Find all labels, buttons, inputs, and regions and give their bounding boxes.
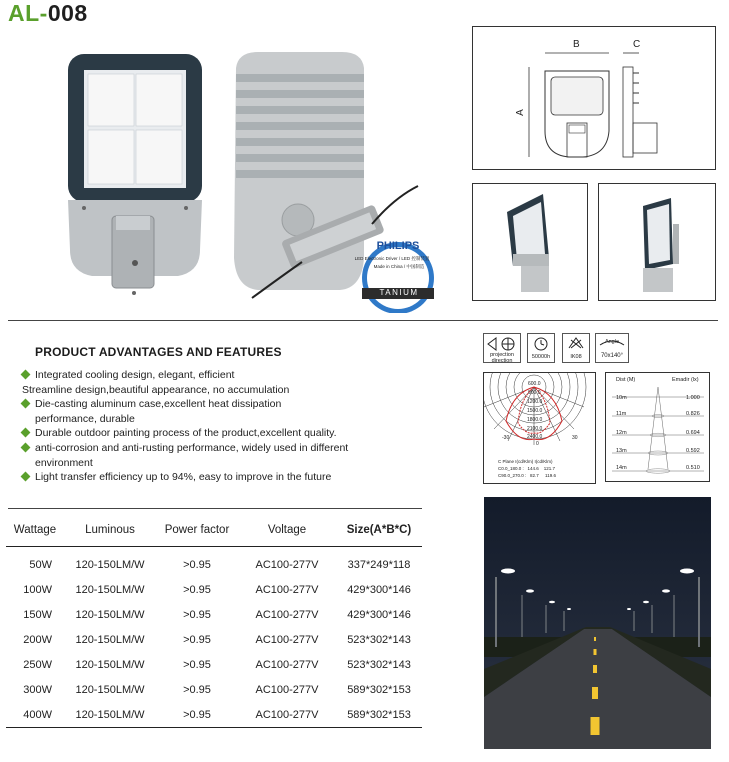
polar-legend-row-1: C0.0_180.0 : 144.6 121.7: [498, 466, 556, 471]
header-wattage: Wattage: [6, 514, 64, 547]
road-night-photo: [484, 497, 711, 749]
feature-item: Streamline design,beautiful appearance, no accumulation: [22, 383, 290, 396]
polar-left-label: -30: [502, 435, 510, 441]
bullet-icon: [21, 443, 31, 453]
dimension-b-label: B: [573, 39, 580, 50]
product-side-photo-1: [472, 183, 588, 301]
feature-list: [22, 368, 362, 485]
impact-rating-icon: IK08: [562, 333, 590, 363]
illuminance-dist-11: 11m: [616, 411, 627, 417]
polar-value-2100: 2100.0: [527, 426, 543, 432]
philips-logo: PHILIPS: [376, 240, 420, 252]
driver-label: LED Electronic Driver / LED 控制装置: [354, 256, 430, 261]
polar-value-1800: 1800.0: [527, 417, 543, 423]
table-row: 50W 120-150LM/W >0.95 AC100-277V 337*249*118: [29, 558, 411, 571]
polar-legend-row-2: C90.0_270.0 : 82.7 119.6: [498, 473, 556, 478]
product-back-photo: [222, 48, 442, 313]
dimension-c-label: C: [633, 39, 641, 50]
polar-zero-label: 0: [536, 441, 539, 447]
polar-value-2400: 2400.0: [527, 434, 543, 440]
table-row: 250W 120-150LM/W >0.95 AC100-277V 523*302*143: [23, 658, 411, 671]
feature-item: Integrated cooling design, elegant, efficient: [22, 368, 362, 383]
section-title: PRODUCT ADVANTAGES AND FEATURES: [35, 345, 282, 359]
table-row: 400W 120-150LM/W >0.95 AC100-277V 589*302*153: [23, 708, 411, 721]
polar-right-label: 30: [572, 435, 578, 441]
feature-item: anti-corrosion and anti-rusting performance, widely used in different: [22, 441, 362, 456]
product-side-photo-2: [598, 183, 716, 301]
illuminance-header-lux: Emadir (lx): [672, 377, 699, 383]
projection-icon: projection direction: [483, 333, 521, 363]
beam-angle-icon: Angle 70x140°: [595, 333, 629, 363]
table-header-row: [6, 514, 422, 547]
illuminance-lux-12: 0.694: [686, 430, 700, 436]
illuminance-chart: [605, 372, 710, 482]
header-voltage: Voltage: [238, 514, 336, 547]
header-luminous: Luminous: [64, 514, 156, 547]
header-power-factor: Power factor: [156, 514, 238, 547]
dimension-drawing: [472, 26, 716, 170]
polar-value-1500: 1500.0: [527, 408, 543, 414]
feature-item: environment: [35, 456, 93, 469]
driver-series: TANIUM: [379, 288, 419, 297]
feature-item: performance, durable: [35, 412, 135, 425]
illuminance-lux-10: 1.000: [686, 395, 700, 401]
illuminance-dist-13: 13m: [616, 448, 627, 454]
illuminance-lux-11: 0.826: [686, 411, 700, 417]
polar-value-1200: 1200.0: [527, 399, 543, 405]
table-row: 300W 120-150LM/W >0.95 AC100-277V 589*302*153: [23, 683, 411, 696]
feature-item: Light transfer efficiency up to 94%, easy to improve in the future: [22, 470, 362, 485]
table-divider: [8, 508, 422, 509]
driver-origin: Made in China / 中国制造: [373, 264, 425, 269]
polar-value-600: 600.0: [528, 381, 541, 387]
polar-legend-header: C Plane I(cd/Klm) I(cd/Klm): [498, 459, 553, 464]
page-title: AL-008: [8, 0, 88, 26]
feature-item: Die-casting aluminum case,excellent heat dissipation: [22, 397, 362, 412]
feature-item: Durable outdoor painting process of the product,excellent quality.: [22, 426, 362, 441]
bullet-icon: [21, 428, 31, 438]
table-row: 100W 120-150LM/W >0.95 AC100-277V 429*300*146: [23, 583, 411, 596]
spec-table: [6, 514, 422, 728]
table-row: 150W 120-150LM/W >0.95 AC100-277V 429*300*146: [23, 608, 411, 621]
bullet-icon: [21, 472, 31, 482]
bullet-icon: [21, 399, 31, 409]
bullet-icon: [21, 370, 31, 380]
header-size: Size(A*B*C): [336, 514, 422, 547]
dimension-a-label: A: [514, 109, 526, 116]
illuminance-lux-14: 0.510: [686, 465, 700, 471]
polar-value-900: 900.0: [528, 390, 541, 396]
illuminance-lux-13: 0.592: [686, 448, 700, 454]
polar-light-distribution: [483, 372, 596, 484]
illuminance-dist-12: 12m: [616, 430, 627, 436]
illuminance-header-dist: Dist (M): [616, 377, 636, 383]
illuminance-dist-14: 14m: [616, 465, 627, 471]
section-divider: [8, 320, 718, 321]
product-front-photo: [60, 50, 210, 300]
table-row: 200W 120-150LM/W >0.95 AC100-277V 523*302*143: [23, 633, 411, 646]
illuminance-dist-10: 10m: [616, 395, 627, 401]
lifetime-icon: 50000h: [527, 333, 555, 363]
